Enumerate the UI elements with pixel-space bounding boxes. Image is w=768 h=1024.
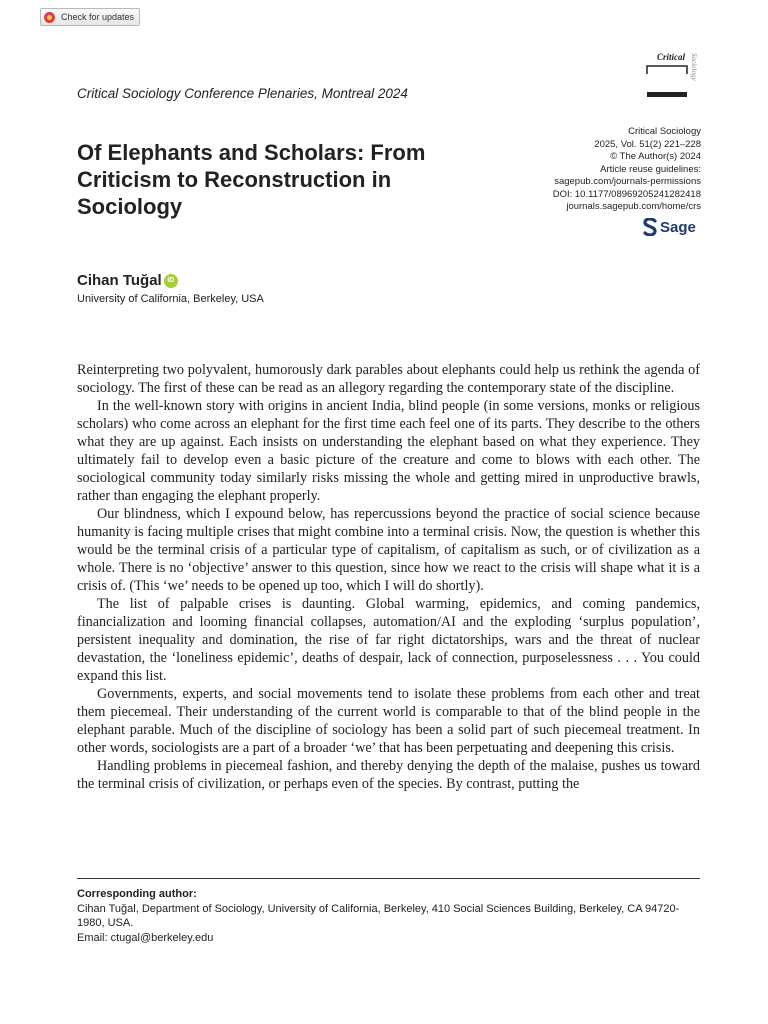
doi-link[interactable]: DOI: 10.1177/08969205241282418 xyxy=(552,188,701,200)
footnote-email[interactable]: Email: ctugal@berkeley.edu xyxy=(77,931,214,944)
orcid-icon[interactable]: iD xyxy=(164,274,178,288)
check-for-updates-label: Check for updates xyxy=(61,12,135,22)
body-paragraph: The list of palpable crises is daunting. Global warming, epidemics, and coming pandemics, financialization and looming financial collapses, automation/AI and the exploding ‘surplus population’, persistent inequality and domination, the rise of far right dictatorships, wars and the threat of nuclear devastation, the ‘loneliness epidemic’, deaths of despair, lack of connection, purposelessness . . . You could expand this list. xyxy=(77,596,700,684)
check-for-updates-button[interactable] xyxy=(40,8,140,26)
critical-sociology-logo xyxy=(645,50,701,100)
corresponding-author-footnote xyxy=(77,887,700,945)
author-line xyxy=(77,272,178,289)
copyright: © The Author(s) 2024 xyxy=(610,151,701,162)
body-paragraph: Our blindness, which I expound below, has repercussions beyond the practice of social science because humanity is facing multiple crises that might combine into a terminal crisis. Now, the question is whether this would be the terminal crisis of a particular type of capitalism, of capitalism as such, or of civilization as a whole. There is no ‘objective’ answer to this question, since how we react to the crisis will shape what it is a crisis of. (This ‘we’ needs to be opened up too, which I will do shortly). xyxy=(77,506,700,594)
author-name: Cihan Tuğal xyxy=(77,272,162,289)
sage-s-icon xyxy=(643,218,657,236)
footnote-address: Cihan Tuğal, Department of Sociology, University of California, Berkeley, 410 Social Sciences Building, Berkeley, CA 94720-1980, USA. xyxy=(77,902,680,929)
reuse-guidelines-label: Article reuse guidelines: xyxy=(600,163,701,175)
publisher-name: Sage xyxy=(660,218,696,236)
article-title: Of Elephants and Scholars: From Criticism to Reconstruction in Sociology xyxy=(77,140,426,219)
body-paragraph: Governments, experts, and social movements tend to isolate these problems from each other and treat them piecemeal. Their understanding of the current world is comparable to that of the blind people in the elephant parable. Much of the discipline of sociology has been a solid part of such piecemeal treatment. In other words, sociologists are a part of a broader ‘we’ that has been perpetuating and deepening this crisis. xyxy=(77,686,700,756)
logo-word-sociology: Sociology xyxy=(690,53,698,81)
body-paragraph: Reinterpreting two polyvalent, humorously dark parables about elephants could help us rethink the agenda of sociology. The first of these can be read as an allegory regarding the contemporary state of the discipline. xyxy=(77,362,700,396)
body-paragraph: Handling problems in piecemeal fashion, and thereby denying the depth of the malaise, pushes us toward the terminal crisis of civilization, or perhaps even of the species. By contrast, putting the xyxy=(77,758,700,792)
footnote-heading: Corresponding author: xyxy=(77,888,197,900)
permissions-link[interactable]: sagepub.com/journals-permissions xyxy=(554,176,701,187)
article-metadata xyxy=(553,126,701,214)
volume-info: 2025, Vol. 51(2) 221–228 xyxy=(594,138,701,150)
journal-home-link[interactable]: journals.sagepub.com/home/crs xyxy=(566,201,701,212)
author-affiliation: University of California, Berkeley, USA xyxy=(77,293,264,305)
body-paragraph: In the well-known story with origins in ancient India, blind people (in some versions, monks or religious scholars) who come across an elephant for the first time each feel one of its parts. They describe to the others what they are up against. Each insists on understanding the elephant based on what they experience. They ultimately fail to develop even a basic picture of the creature and come to blows with each other. The sociological community today similarly risks missing the whole and getting mired in unproductive brawls, rather than engaging the elephant properly. xyxy=(77,398,700,504)
journal-name: Critical Sociology xyxy=(628,126,701,137)
article-body xyxy=(77,361,700,793)
conference-heading: Critical Sociology Conference Plenaries, Montreal 2024 xyxy=(77,86,408,101)
logo-word-critical: Critical xyxy=(657,52,686,62)
publisher-logo xyxy=(643,218,696,236)
crossmark-icon xyxy=(44,12,55,23)
footnote-divider xyxy=(77,878,700,879)
